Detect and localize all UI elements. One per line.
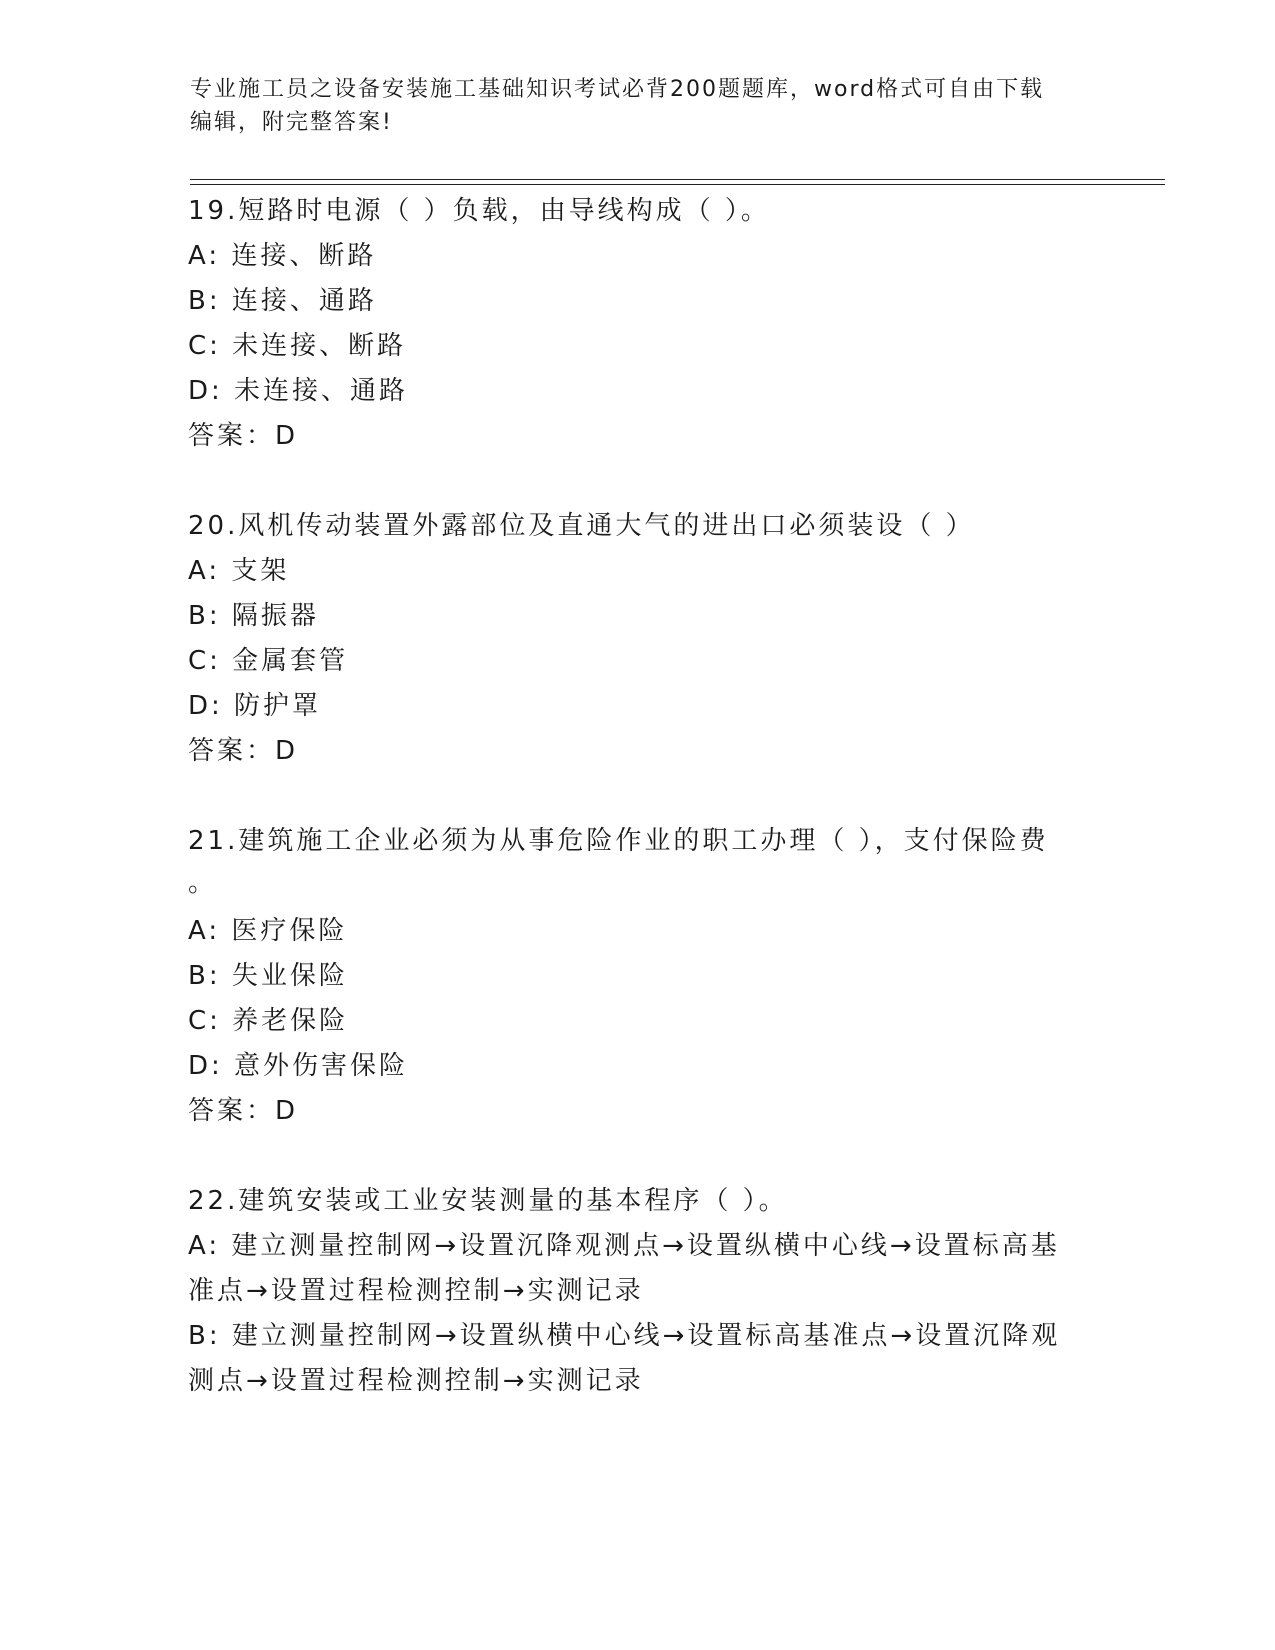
- question-20-answer: 答案：D: [188, 736, 299, 766]
- header-line-2: 编辑，附完整答案!: [190, 110, 393, 135]
- question-19-option-d: D: 未连接、通路: [188, 376, 409, 406]
- question-20-stem: 20.风机传动装置外露部位及直通大气的进出口必须装设（ ）: [188, 511, 975, 541]
- question-19-stem: 19.短路时电源（ ）负载，由导线构成（ ）。: [188, 196, 770, 226]
- header-divider-top: [190, 179, 1165, 180]
- question-22-stem: 22.建筑安装或工业安装测量的基本程序（ ）。: [188, 1186, 788, 1216]
- question-21-option-c: C: 养老保险: [188, 1006, 349, 1036]
- question-21-stem: 21.建筑施工企业必须为从事危险作业的职工办理（ ），支付保险费: [188, 826, 1049, 856]
- question-22-option-a-line-2: 准点→设置过程检测控制→实测记录: [188, 1276, 644, 1306]
- question-21-option-a: A: 医疗保险: [188, 916, 348, 946]
- question-22-option-b-line-1: B: 建立测量控制网→设置纵横中心线→设置标高基准点→设置沉降观: [188, 1321, 1061, 1351]
- question-20-option-d: D: 防护罩: [188, 691, 322, 721]
- question-19-option-a: A: 连接、断路: [188, 241, 377, 271]
- question-21-answer: 答案：D: [188, 1096, 299, 1126]
- question-19-option-c: C: 未连接、断路: [188, 331, 407, 361]
- header-line-1: 专业施工员之设备安装施工基础知识考试必背200题题库，word格式可自由下载: [190, 77, 1045, 102]
- question-20-option-b: B: 隔振器: [188, 601, 319, 631]
- document-header: [190, 73, 1090, 139]
- question-22-option-a-line-1: A: 建立测量控制网→设置沉降观测点→设置纵横中心线→设置标高基: [188, 1231, 1060, 1261]
- header-divider-bottom: [190, 184, 1165, 185]
- question-21-option-d: D: 意外伤害保险: [188, 1051, 409, 1081]
- question-22-option-b-line-2: 测点→设置过程检测控制→实测记录: [188, 1366, 644, 1396]
- question-19-option-b: B: 连接、通路: [188, 286, 377, 316]
- question-20-option-c: C: 金属套管: [188, 646, 349, 676]
- question-19-answer: 答案：D: [188, 421, 299, 451]
- question-21-stem-continued: 。: [188, 868, 218, 898]
- question-20-option-a: A: 支架: [188, 556, 290, 586]
- question-21-option-b: B: 失业保险: [188, 961, 348, 991]
